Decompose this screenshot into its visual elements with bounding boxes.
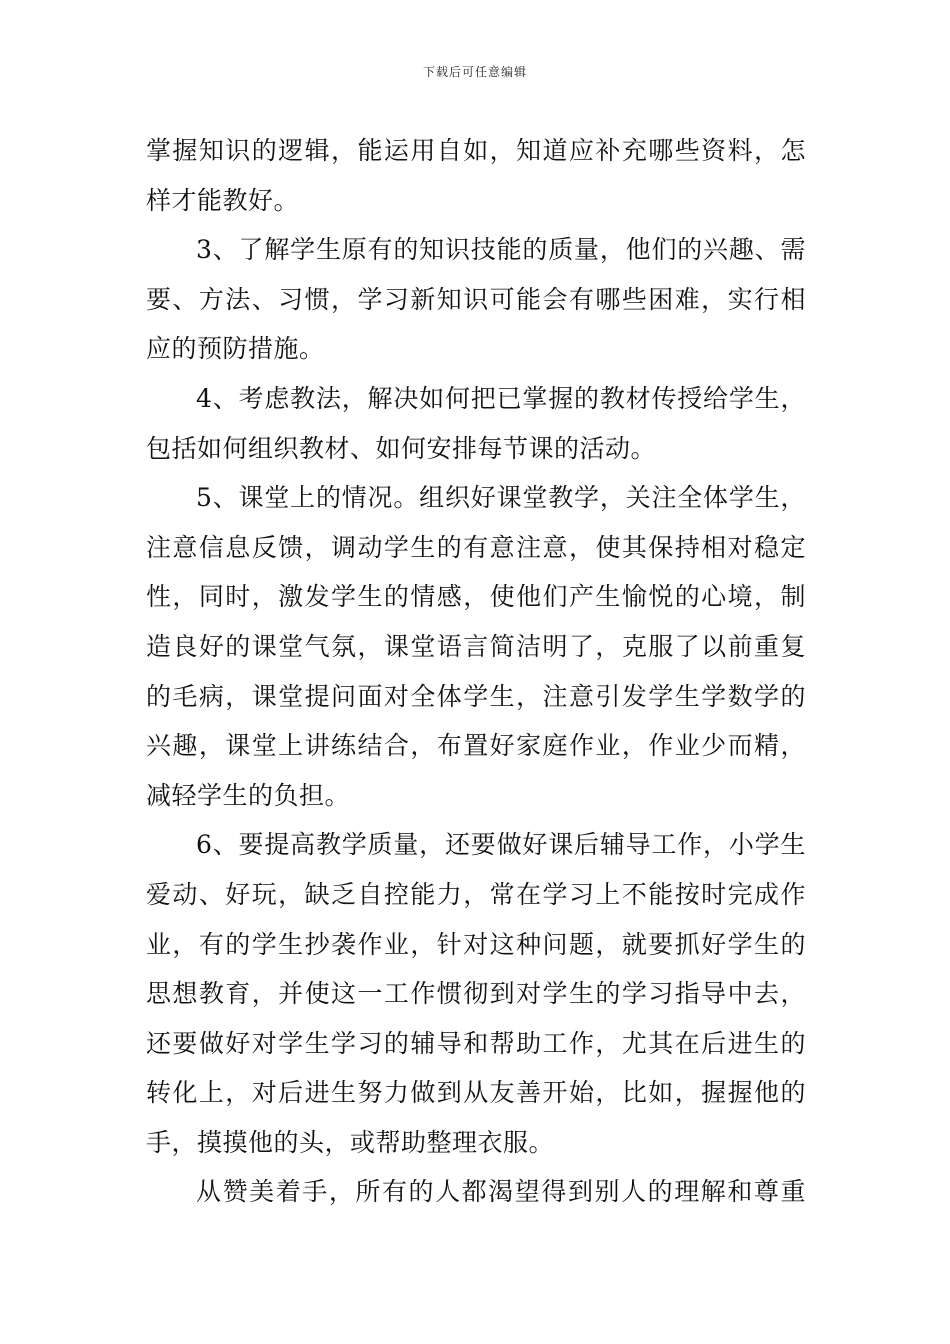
document-body [146, 126, 806, 1217]
text-line: 手，摸摸他的头，或帮助整理衣服。 [146, 1127, 555, 1157]
text-line: 掌握知识的逻辑，能运用自如，知道应补充哪些资料，怎 [146, 136, 806, 165]
page-header: 下载后可任意编辑 [422, 65, 527, 79]
text-line: 要、方法、习惯，学习新知识可能会有哪些困难，实行相 [146, 284, 806, 314]
text-line: 减轻学生的负担。 [146, 780, 351, 810]
text-line: 业，有的学生抄袭作业，针对这种问题，就要抓好学生的 [146, 929, 806, 959]
text-line: 转化上，对后进生努力做到从友善开始，比如，握握他的 [146, 1078, 806, 1108]
text-line: 性，同时，激发学生的情感，使他们产生愉悦的心境，制 [146, 582, 806, 612]
text-line: 还要做好对学生学习的辅导和帮助工作，尤其在后进生的 [146, 1028, 806, 1058]
text-line: 样才能教好。 [146, 185, 300, 215]
text-line: 思想教育，并使这一工作惯彻到对学生的学习指导中去， [146, 979, 806, 1009]
text-line: 4、考虑教法，解决如何把已掌握的教材传授给学生， [196, 383, 806, 413]
text-line: 注意信息反馈，调动学生的有意注意，使其保持相对稳定 [146, 532, 806, 562]
text-line: 3、了解学生原有的知识技能的质量，他们的兴趣、需 [196, 235, 806, 265]
text-line: 5、课堂上的情况。组织好课堂教学，关注全体学生， [196, 483, 806, 513]
text-line: 6、要提高教学质量，还要做好课后辅导工作，小学生 [196, 830, 806, 860]
text-line: 造良好的课堂气氛，课堂语言简洁明了，克服了以前重复 [146, 631, 806, 661]
text-line: 包括如何组织教材、如何安排每节课的活动。 [146, 433, 657, 463]
text-line: 应的预防措施。 [146, 334, 325, 364]
text-line: 兴趣，课堂上讲练结合，布置好家庭作业，作业少而精， [146, 731, 806, 761]
text-line: 的毛病，课堂提问面对全体学生，注意引发学生学数学的 [146, 681, 806, 711]
text-line: 爱动、好玩，缺乏自控能力，常在学习上不能按时完成作 [146, 879, 806, 909]
text-line: 从赞美着手，所有的人都渴望得到别人的理解和尊重 [196, 1177, 806, 1207]
